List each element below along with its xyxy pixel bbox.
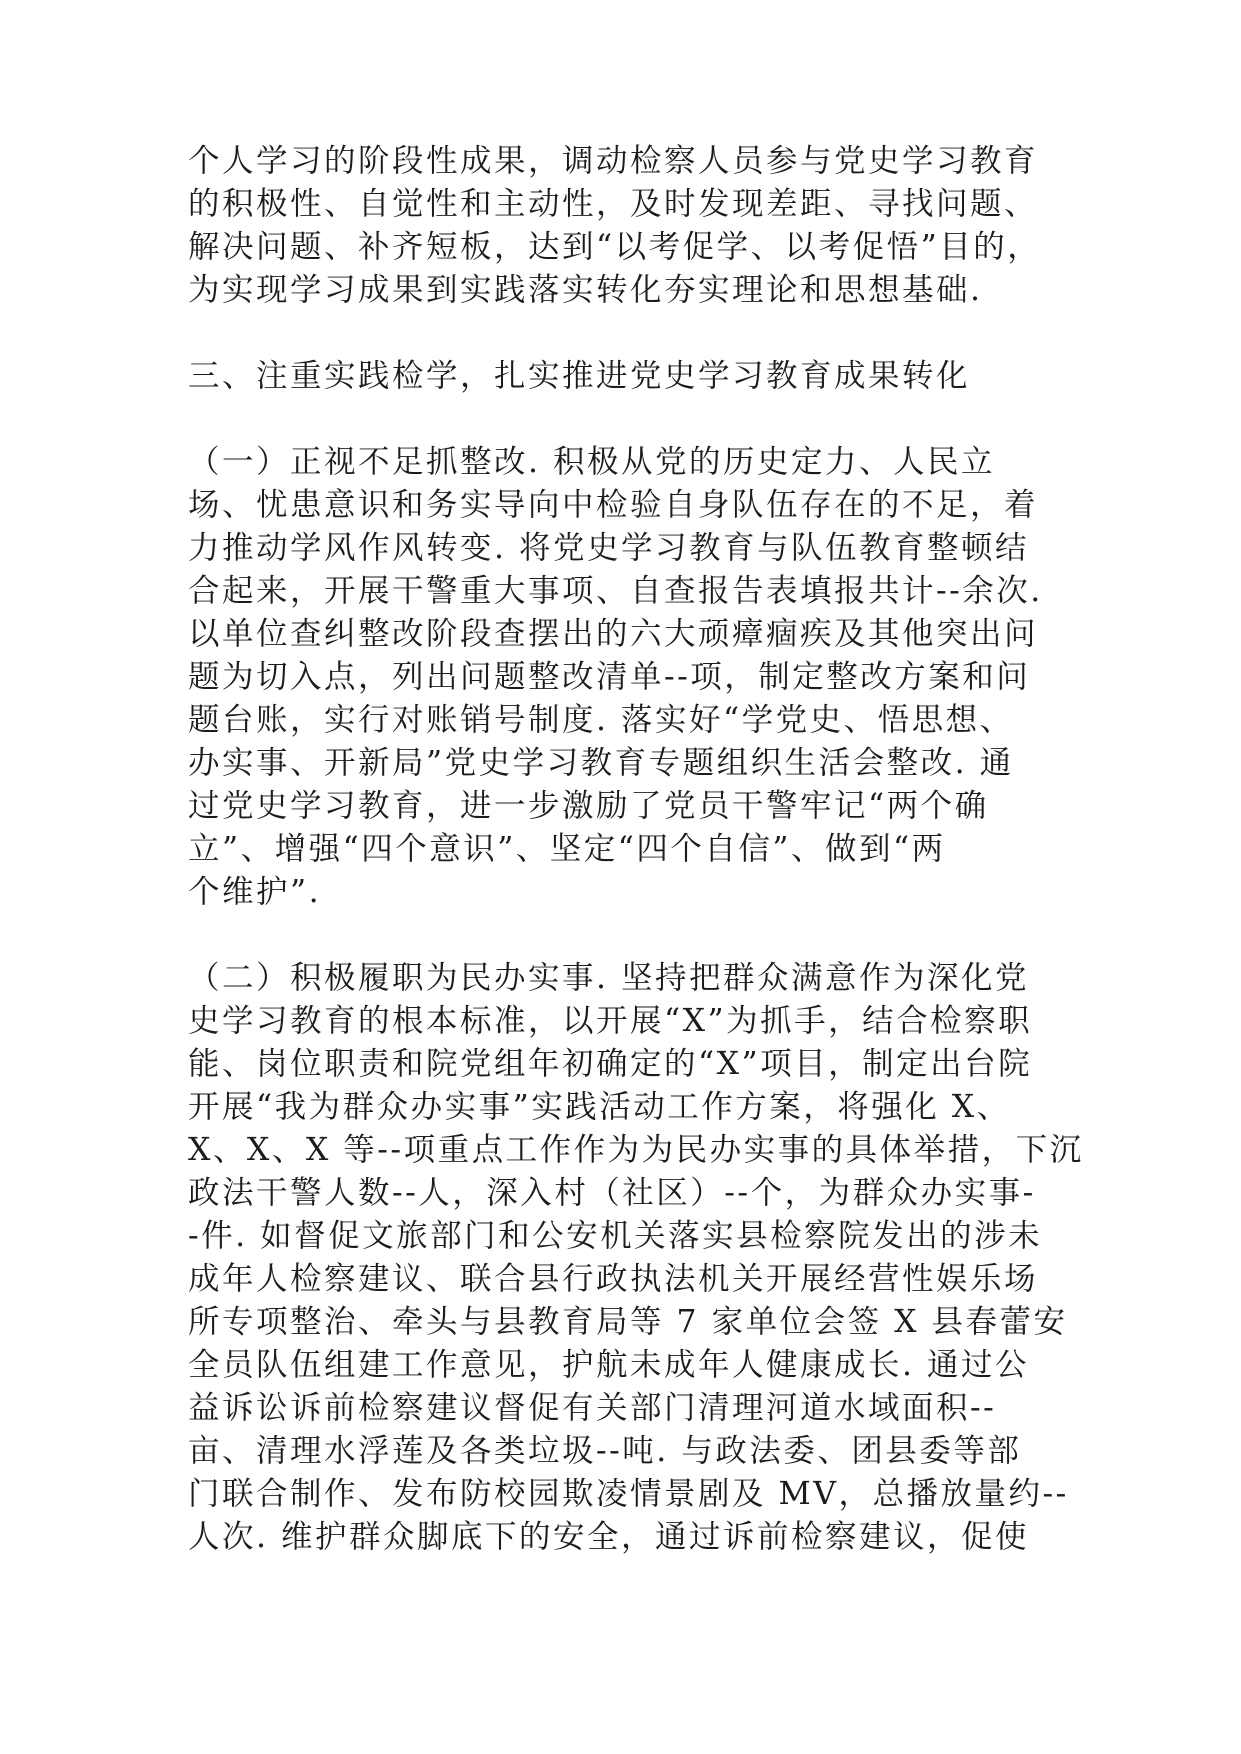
text-line: 立”、增强“四个意识”、坚定“四个自信”、做到“两 — [188, 831, 946, 867]
paragraph-gap — [188, 312, 1068, 355]
section1-paragraph — [188, 441, 1068, 914]
text-line: 合起来，开展干警重大事项、自查报告表填报共计--余次. — [188, 573, 1043, 609]
text-line: 益诉讼诉前检察建议督促有关部门清理河道水域面积-- — [188, 1390, 997, 1426]
heading-text: 三、注重实践检学，扎实推进党史学习教育成果转化 — [188, 358, 971, 394]
text-line: 个人学习的阶段性成果，调动检察人员参与党史学习教育 — [188, 143, 1039, 179]
text-line: （一）正视不足抓整改. 积极从党的历史定力、人民立 — [188, 444, 996, 480]
text-line: 开展“我为群众办实事”实践活动工作方案，将强化 X、 — [188, 1089, 1011, 1125]
document-body — [188, 140, 1084, 1559]
text-line: 解决问题、补齐短板，达到“以考促学、以考促悟”目的， — [188, 229, 1042, 265]
intro-paragraph — [188, 140, 1068, 312]
text-line: 所专项整治、牵头与县教育局等 7 家单位会签 X 县春蕾安 — [188, 1304, 1068, 1340]
text-line: 个维护”. — [188, 874, 322, 910]
text-line: 成年人检察建议、联合县行政执法机关开展经营性娱乐场 — [188, 1261, 1039, 1297]
text-line: 办实事、开新局”党史学习教育专题组织生活会整改. 通 — [188, 745, 1014, 781]
text-line: -件. 如督促文旅部门和公安机关落实县检察院发出的涉未 — [188, 1218, 1043, 1254]
text-line: 政法干警人数--人，深入村（社区）--个，为群众办实事- — [188, 1175, 1036, 1211]
text-line: 人次. 维护群众脚底下的安全，通过诉前检察建议，促使 — [188, 1519, 1030, 1555]
text-line: 力推动学风作风转变. 将党史学习教育与队伍教育整顿结 — [188, 530, 1030, 566]
text-line: 场、忧患意识和务实导向中检验自身队伍存在的不足，着 — [188, 487, 1039, 523]
text-line: 为实现学习成果到实践落实转化夯实理论和思想基础. — [188, 272, 983, 308]
text-line: 题台账，实行对账销号制度. 落实好“学党史、悟思想、 — [188, 702, 1014, 738]
text-line: 史学习教育的根本标准，以开展“X”为抓手，结合检察职 — [188, 1003, 1033, 1039]
section2-paragraph — [188, 957, 1084, 1559]
paragraph-gap — [188, 398, 1068, 441]
text-line: X、X、X 等--项重点工作作为为民办实事的具体举措，下沉 — [188, 1132, 1084, 1168]
text-line: 能、岗位职责和院党组年初确定的“X”项目，制定出台院 — [188, 1046, 1033, 1082]
text-line: 题为切入点，列出问题整改清单--项，制定整改方案和问 — [188, 659, 1031, 695]
text-line: 全员队伍组建工作意见，护航未成年人健康成长. 通过公 — [188, 1347, 1030, 1383]
text-line: 过党史学习教育，进一步激励了党员干警牢记“两个确 — [188, 788, 989, 824]
section-heading — [188, 355, 1068, 398]
text-line: 的积极性、自觉性和主动性，及时发现差距、寻找问题、 — [188, 186, 1039, 222]
text-line: 以单位查纠整改阶段查摆出的六大顽瘴痼疾及其他突出问 — [188, 616, 1039, 652]
text-line: 亩、清理水浮莲及各类垃圾--吨. 与政法委、团县委等部 — [188, 1433, 1022, 1469]
paragraph-gap — [188, 914, 1068, 957]
text-line: （二）积极履职为民办实事. 坚持把群众满意作为深化党 — [188, 960, 1030, 996]
text-line: 门联合制作、发布防校园欺凌情景剧及 MV，总播放量约-- — [188, 1476, 1069, 1512]
